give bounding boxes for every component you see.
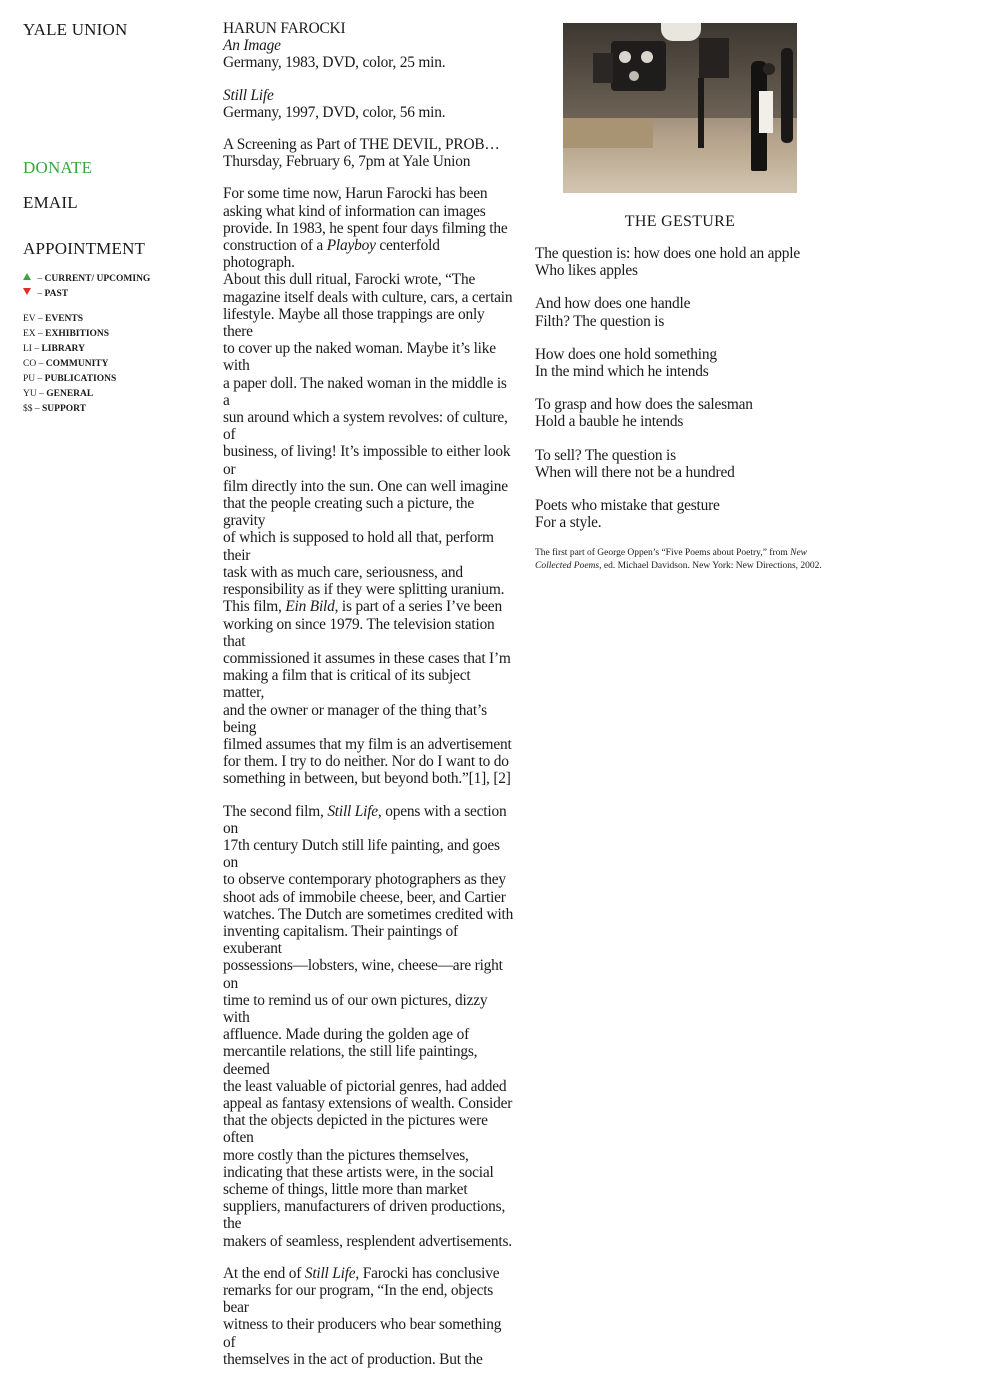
category-publications[interactable]: [23, 372, 116, 387]
poem: [535, 245, 825, 547]
paragraph-line: affluence. Made during the golden age of: [223, 1026, 469, 1044]
category-label: SUPPORT: [42, 404, 87, 414]
italic-title: Playboy: [326, 237, 376, 255]
paragraph-line: magazine itself deals with culture, cars, a certain: [223, 288, 513, 306]
paragraph-line: lifestyle. Maybe all those trappings are only there: [223, 305, 485, 341]
category-label: LIBRARY: [41, 344, 85, 354]
poem-stanza: [535, 497, 825, 531]
paragraph-line: a paper doll. The naked woman in the middle is a: [223, 374, 507, 409]
paragraph-line: that the objects depicted in the pictures were often: [223, 1112, 488, 1147]
poem-stanza: [535, 245, 825, 279]
legend-past-label: PAST: [44, 289, 69, 299]
poem-line: The question is: how does one hold an apple: [535, 245, 800, 262]
event-date: Thursday, February 6, 7pm at Yale Union: [223, 153, 471, 171]
paragraph-line: [223, 237, 515, 271]
paragraph-line: business, of living! It’s impossible to either look or: [223, 443, 511, 478]
film2-block: [223, 87, 515, 121]
paragraph-line: makers of seamless, resplendent advertisements.: [223, 1232, 512, 1250]
paragraph-line: scheme of things, little more than market: [223, 1181, 468, 1198]
category-code: YU –: [23, 389, 47, 399]
paragraph-line: mercantile relations, the still life paintings, deemed: [223, 1043, 478, 1078]
paragraph-line: remarks for our program, “In the end, objects bear: [223, 1282, 494, 1317]
film-still-image: [563, 23, 797, 193]
category-code: PU –: [23, 374, 45, 384]
text-segment: construction of a: [223, 237, 327, 255]
category-label: EVENTS: [45, 314, 84, 324]
poem-credit: [535, 547, 835, 572]
category-library[interactable]: [23, 342, 116, 357]
paragraph-line: sun around which a system revolves: of culture, of: [223, 409, 508, 444]
text-segment: , opens with a section on: [223, 802, 507, 837]
poem-line: For a style.: [535, 514, 602, 532]
text-segment: centerfold photograph.: [223, 237, 440, 272]
paragraph-line: commissioned it assumes in these cases that I’m: [223, 649, 511, 667]
legend-current[interactable]: [23, 272, 150, 287]
category-code: CO –: [23, 359, 46, 369]
category-exhibitions[interactable]: [23, 327, 116, 342]
paragraph-line: possessions—lobsters, wine, cheese—are right on: [223, 957, 503, 992]
paragraph-line: and the owner or manager of the thing that’s being: [223, 701, 487, 736]
paragraph-line: for them. I try to do neither. Nor do I want to do: [223, 753, 509, 771]
event-article: [223, 20, 515, 1383]
appointment-link[interactable]: APPOINTMENT: [23, 239, 146, 258]
category-general[interactable]: [23, 387, 116, 402]
poem-line: When will there not be a hundred: [535, 463, 735, 481]
artist-name: HARUN FAROCKI: [223, 20, 346, 37]
text-segment: , Farocki has conclusive: [355, 1264, 500, 1282]
poem-line: How does one hold something: [535, 345, 717, 363]
category-code: EV –: [23, 314, 45, 324]
category-code: $$ –: [23, 404, 42, 414]
text-segment: , is part of a series I’ve been: [334, 598, 502, 616]
paragraph-line: About this dull ritual, Farocki wrote, “The: [223, 271, 476, 289]
paragraph-line: task with as much care, seriousness, and: [223, 563, 463, 581]
screening-block: [223, 136, 515, 170]
italic-title: Still Life: [304, 1264, 356, 1282]
credit-book-title: New: [790, 548, 808, 558]
italic-title: Ein Bild: [285, 598, 335, 616]
legend-dash: –: [35, 274, 45, 284]
poem-line: Poets who mistake that gesture: [535, 497, 720, 515]
poem-line: Hold a bauble he intends: [535, 413, 684, 431]
paragraph-line: [223, 803, 515, 837]
paragraph-line: suppliers, manufacturers of driven productions, the: [223, 1198, 506, 1233]
film2-meta: Germany, 1997, DVD, color, 56 min.: [223, 103, 446, 121]
film1-meta: Germany, 1983, DVD, color, 25 min.: [223, 54, 446, 72]
italic-title: Still Life: [327, 802, 378, 820]
paragraph-line: that the people creating such a picture, the gravity: [223, 495, 475, 530]
legend-current-label: CURRENT/ UPCOMING: [44, 274, 151, 284]
screening-line: A Screening as Part of THE DEVIL, PROB…: [223, 136, 500, 154]
poem-line: And how does one handle: [535, 295, 691, 313]
paragraph-line: shoot ads of immobile cheese, beer, and Cartier: [223, 888, 506, 906]
donate-link[interactable]: DONATE: [23, 158, 93, 177]
paragraph-line: [223, 1265, 515, 1282]
paragraph-line: witness to their producers who bear something of: [223, 1316, 502, 1351]
poem-stanza: [535, 346, 825, 380]
credit-book-title-2: Collected Poems: [535, 560, 600, 571]
poem-line: Filth? The question is: [535, 312, 665, 330]
legend: [23, 272, 150, 302]
paragraph-line: to cover up the naked woman. Maybe it’s like with: [223, 340, 496, 375]
event-header: [223, 20, 515, 72]
paragraph-line: film directly into the sun. One can well imagine: [223, 477, 508, 495]
paragraph-line: appeal as fantasy extensions of wealth. Consider: [223, 1094, 513, 1112]
triangle-up-icon: [23, 273, 31, 280]
category-label: EXHIBITIONS: [45, 329, 110, 339]
paragraph-3: [223, 1265, 515, 1368]
paragraph-line: watches. The Dutch are sometimes credited with: [223, 905, 514, 923]
paragraph-line: asking what kind of information can images: [223, 202, 486, 220]
category-support[interactable]: [23, 402, 116, 417]
poem-stanza: [535, 396, 825, 430]
poem-line: In the mind which he intends: [535, 363, 709, 381]
film2-title: Still Life: [223, 86, 274, 104]
paragraph-line: making a film that is critical of its subject matter,: [223, 667, 471, 702]
paragraph-line: working on since 1979. The television station that: [223, 615, 495, 650]
paragraph-line: more costly than the pictures themselves,: [223, 1146, 469, 1164]
text-segment: At the end of: [223, 1264, 305, 1282]
poem-stanza: [535, 447, 825, 481]
paragraph-line: themselves in the act of production. But the: [223, 1350, 483, 1368]
paragraph-line: the least valuable of pictorial genres, had added: [223, 1077, 507, 1095]
category-label: PUBLICATIONS: [44, 374, 117, 384]
poem-line: To sell? The question is: [535, 446, 676, 464]
poem-title: THE GESTURE: [624, 213, 736, 230]
category-list: [23, 312, 116, 417]
paragraph-line: responsibility as if they were splitting uranium.: [223, 581, 505, 599]
paragraph-1: [223, 185, 515, 787]
text-segment: The second film,: [223, 802, 328, 820]
poem-stanza: [535, 295, 825, 329]
triangle-down-icon: [23, 288, 31, 295]
category-events[interactable]: [23, 312, 116, 327]
credit-text: The first part of George Oppen’s “Five Poems about Poetry,” from: [535, 548, 791, 558]
paragraph-line: inventing capitalism. Their paintings of exuberant: [223, 922, 458, 958]
paragraph-line: filmed assumes that my film is an advertisement: [223, 735, 512, 753]
poem-line: Who likes apples: [535, 262, 638, 280]
credit-publisher: , ed. Michael Davidson. New York: New Directions, 2002.: [599, 560, 822, 571]
category-code: LI –: [23, 344, 42, 354]
category-label: GENERAL: [46, 389, 94, 399]
paragraph-line: time to remind us of our own pictures, dizzy with: [223, 991, 488, 1026]
category-community[interactable]: [23, 357, 116, 372]
legend-past[interactable]: [23, 287, 150, 302]
film1-title: An Image: [223, 37, 281, 55]
paragraph-line: [223, 598, 515, 615]
paragraph-line: indicating that these artists were, in the social: [223, 1163, 494, 1181]
paragraph-line: something in between, but beyond both.”[1], [2]: [223, 770, 511, 788]
paragraph-line: to observe contemporary photographers as they: [223, 871, 506, 889]
text-segment: This film,: [223, 598, 286, 616]
legend-dash: –: [35, 289, 45, 299]
paragraph-line: provide. In 1983, he spent four days filming the: [223, 219, 508, 237]
paragraph-line: 17th century Dutch still life painting, and goes on: [223, 836, 500, 872]
paragraph-line: For some time now, Harun Farocki has been: [223, 185, 488, 203]
sidebar: [23, 20, 203, 414]
category-code: EX –: [23, 329, 46, 339]
site-title-link[interactable]: YALE UNION: [23, 20, 128, 39]
poem-line: To grasp and how does the salesman: [535, 396, 753, 414]
email-link[interactable]: EMAIL: [23, 193, 78, 212]
paragraph-2: [223, 803, 515, 1250]
category-label: COMMUNITY: [45, 359, 109, 369]
paragraph-line: of which is supposed to hold all that, perform their: [223, 529, 494, 564]
